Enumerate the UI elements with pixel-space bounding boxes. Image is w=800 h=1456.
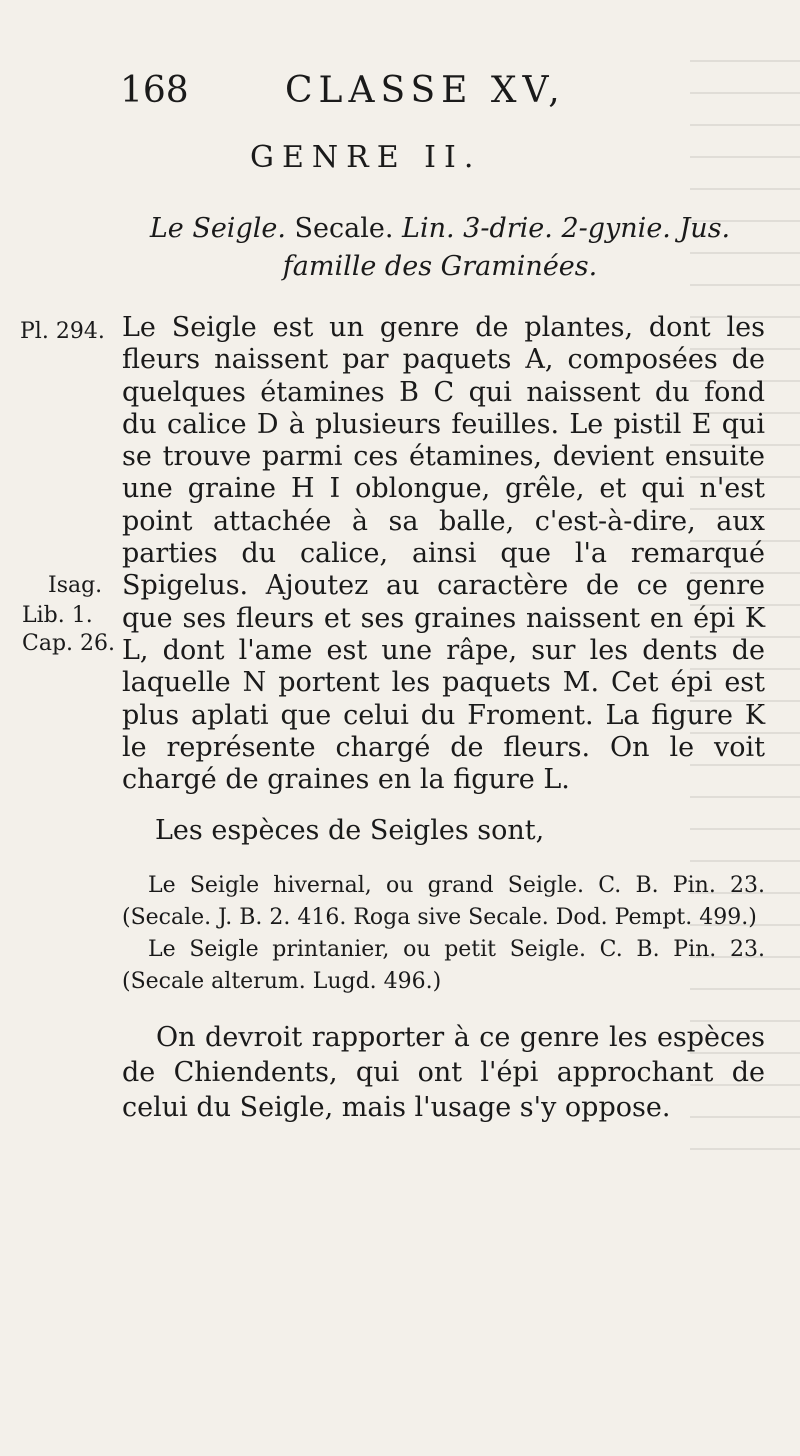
page-header xyxy=(120,70,640,122)
title-famille: famille des Graminées. xyxy=(282,251,598,282)
page-number: 168 xyxy=(120,70,189,111)
species-intro: Les espèces de Seigles sont, xyxy=(155,815,545,846)
species-item: Le Seigle hivernal, ou grand Seigle. C. B. Pin. 23. (Secale. J. B. 2. 416. Roga sive Secale. Dod. Pempt. 499.) xyxy=(122,873,765,930)
margin-cap: Cap. 26. xyxy=(22,631,116,656)
class-title: CLASSE XV, xyxy=(285,70,566,111)
title-drie: 3-drie. xyxy=(463,213,553,244)
closing-paragraph: On devroit rapporter à ce genre les espèces de Chiendents, qui ont l'épi approchant de celui du Seigle, mais l'usage s'y oppose. xyxy=(122,1022,765,1123)
title-latin: Secale. xyxy=(294,213,394,244)
entry-title xyxy=(110,210,770,286)
title-jus: Jus. xyxy=(679,213,731,244)
margin-isag: Isag. xyxy=(48,573,103,598)
species-item: Le Seigle printanier, ou petit Seigle. C. B. Pin. 23. (Secale alterum. Lugd. 496.) xyxy=(122,937,765,994)
title-gynie: 2-gynie. xyxy=(561,213,671,244)
title-lin: Lin. xyxy=(402,213,455,244)
species-list xyxy=(122,870,765,998)
description-paragraph: Le Seigle est un genre de plantes, dont les fleurs naissent par paquets A, composées de quelques étamines B C qui naissent du fond du calice D à plusieurs feuilles. Le pistil E qui se trouve parmi ces étamines, devient ensuite une graine H I oblongue, grêle, et qui n'est point attachée à sa balle, c'est-à-dire, aux parties du calice, ainsi que l'a remarqué Spigelus. Ajoutez au caractère de ce genre que ses fleurs et ses graines naissent en épi K L, dont l'ame est une râpe, sur les dents de laquelle N portent les paquets M. Cet épi est plus aplati que celui du Froment. La figure K le représente chargé de fleurs. On le voit chargé de graines en la figure L. xyxy=(122,312,765,796)
margin-lib: Lib. 1. xyxy=(22,603,93,628)
genre-heading: GENRE II. xyxy=(250,140,482,175)
title-name: Le Seigle. xyxy=(149,213,286,244)
margin-plate-ref: Pl. 294. xyxy=(20,319,105,344)
